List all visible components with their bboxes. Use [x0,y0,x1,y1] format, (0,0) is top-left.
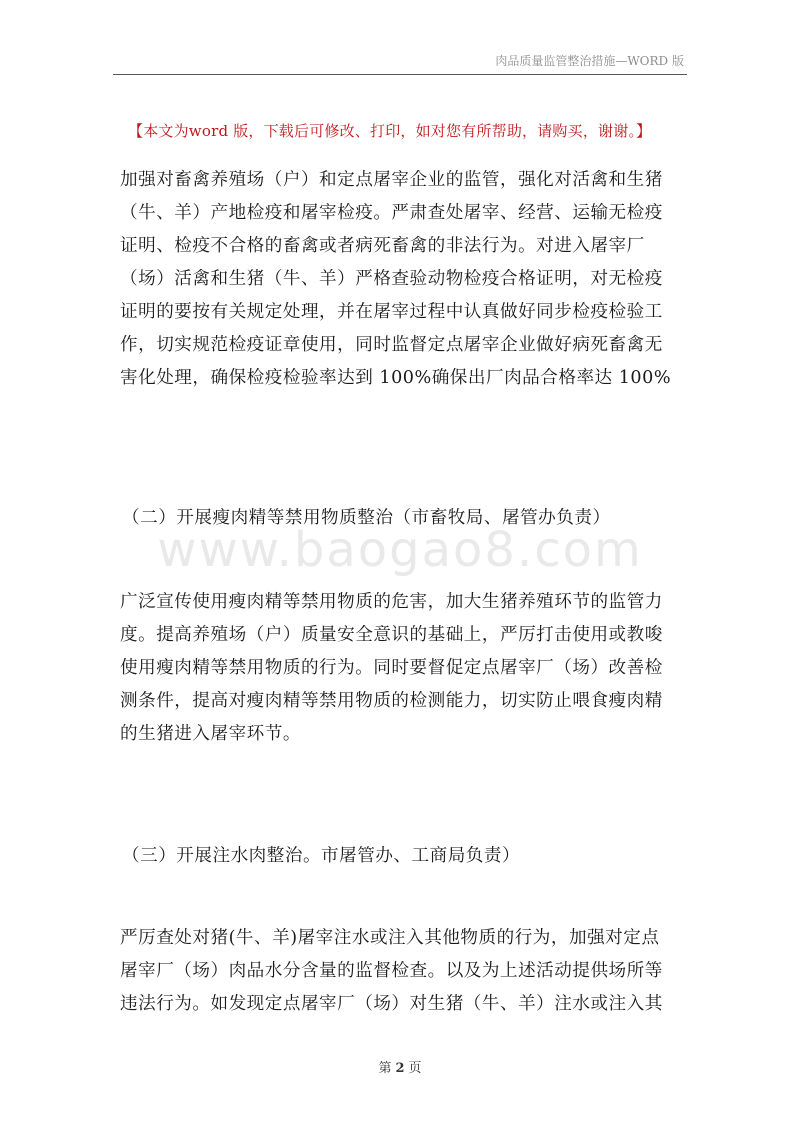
text-line: 屠宰厂（场）肉品水分含量的监督检查。以及为上述活动提供场所等 [120,961,663,981]
text-line: 测条件，提高对瘦肉精等禁用物质的检测能力，切实防止喂食瘦肉精 [120,691,663,711]
download-notice: 【本文为word 版，下载后可修改、打印，如对您有所帮助，请购买，谢谢。】 [128,122,652,140]
footer-suffix: 页 [408,1061,422,1076]
text-line: 害化处理，确保检疫检验率达到 100%确保出厂肉品合格率达 100% [120,368,672,388]
text-line: 证明、检疫不合格的畜禽或者病死畜禽的非法行为。对进入屠宰厂 [120,236,645,256]
text-line: （场）活禽和生猪（牛、羊）严格查验动物检疫合格证明，对无检疫 [120,269,663,289]
section3-paragraph [120,922,690,1021]
text-line: 的生猪进入屠宰环节。 [120,724,301,744]
footer-prefix: 第 [378,1061,392,1076]
text-line: （牛、羊）产地检疫和屠宰检疫。严肃查处屠宰、经营、运输无检疫 [120,203,663,223]
page-footer [0,1057,800,1076]
text-line: 度。提高养殖场（户）质量安全意识的基础上，严厉打击使用或教唆 [120,625,663,645]
text-line: 严厉查处对猪(牛、羊)屠宰注水或注入其他物质的行为，加强对定点 [120,928,660,948]
watermark-text: www.baogao8.com [157,522,643,578]
page-header-title: 肉品质量监管整治措施—WORD 版 [495,54,684,68]
text-line: 作，切实规范检疫证章使用，同时监督定点屠宰企业做好病死畜禽无 [120,335,663,355]
text-line: 使用瘦肉精等禁用物质的行为。同时要督促定点屠宰厂（场）改善检 [120,658,663,678]
text-line: 广泛宣传使用瘦肉精等禁用物质的危害，加大生猪养殖环节的监管力 [120,592,663,612]
text-line: 加强对畜禽养殖场（户）和定点屠宰企业的监管，强化对活禽和生猪 [120,170,663,190]
section2-paragraph [120,586,690,751]
text-line: 证明的要按有关规定处理，并在屠宰过程中认真做好同步检疫检验工 [120,302,663,322]
section3-heading: （三）开展注水肉整治。市屠管办、工商局负责） [122,846,521,866]
section2-heading: （二）开展瘦肉精等禁用物质整治（市畜牧局、屠管办负责） [122,508,611,528]
section1-paragraph [120,164,690,395]
page-number: 2 [395,1061,405,1076]
header-rule [113,74,687,75]
text-line: 违法行为。如发现定点屠宰厂（场）对生猪（牛、羊）注水或注入其 [120,994,663,1014]
